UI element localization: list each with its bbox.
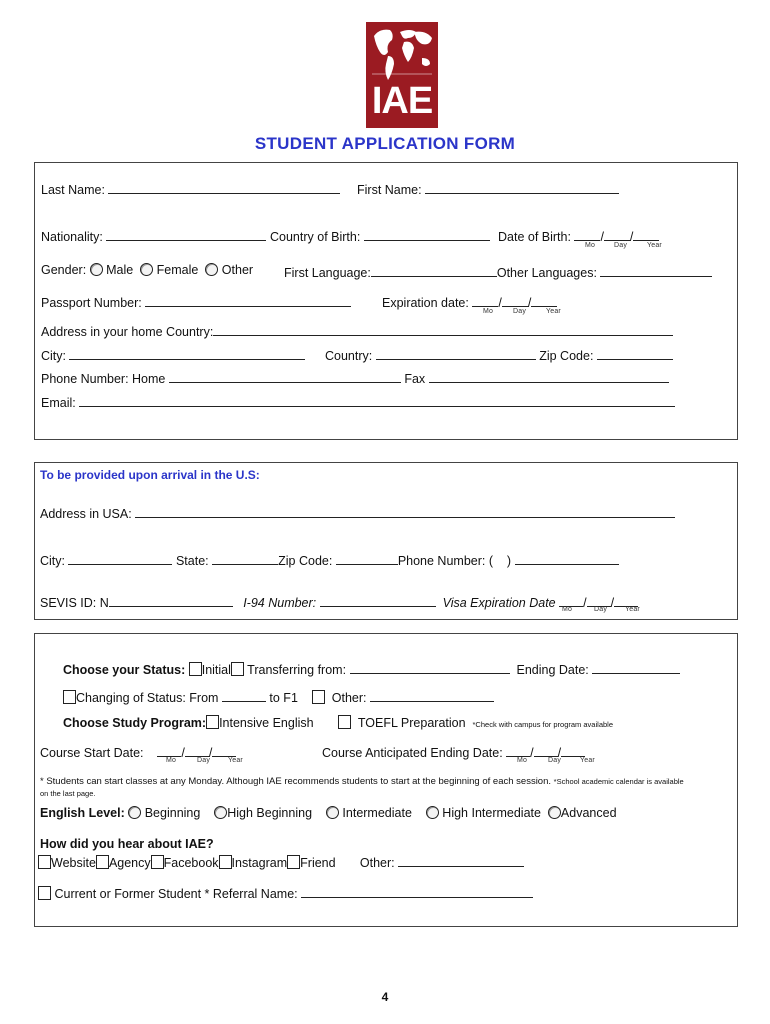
source-friend-label: Friend xyxy=(300,856,336,870)
exp-day-field[interactable] xyxy=(502,293,528,307)
course-start-label: Course Start Date: xyxy=(40,746,144,760)
dob-year-hint: Year xyxy=(647,242,662,249)
end-year-field[interactable] xyxy=(561,743,585,757)
status-initial-checkbox[interactable] xyxy=(189,662,202,676)
gender-label: Gender: xyxy=(41,263,87,277)
gender-other-radio[interactable] xyxy=(205,263,218,276)
changing-status-checkbox[interactable] xyxy=(63,690,76,704)
level-intermediate-radio[interactable] xyxy=(326,806,339,819)
end-day-hint: Day xyxy=(548,757,562,764)
end-year-hint: Year xyxy=(580,757,595,764)
gender-male-label: Male xyxy=(106,263,134,277)
status-initial-label: Initial xyxy=(201,663,231,677)
end-month-field[interactable] xyxy=(506,743,530,757)
dob-day-field[interactable] xyxy=(604,227,630,241)
city-label: City: xyxy=(41,349,66,363)
exp-mo-hint: Mo xyxy=(483,308,494,315)
referral-field[interactable] xyxy=(301,884,533,898)
gender-female-label: Female xyxy=(156,263,199,277)
level-beginning-label: Beginning xyxy=(144,806,201,820)
visa-month-field[interactable] xyxy=(559,593,583,607)
passport-number-field[interactable] xyxy=(145,293,351,307)
gender-male-radio[interactable] xyxy=(90,263,103,276)
source-website-label: Website xyxy=(51,856,96,870)
source-other-field[interactable] xyxy=(398,853,524,867)
country-label: Country: xyxy=(325,349,373,363)
usa-city-label: City: xyxy=(40,554,65,568)
referral-label: Current or Former Student * Referral Name: xyxy=(54,887,298,901)
email-field[interactable] xyxy=(79,393,675,407)
start-mo-hint: Mo xyxy=(166,757,177,764)
home-address-label: Address in your home Country: xyxy=(41,325,214,339)
start-note: * Students can start classes at any Monday. Although IAE recommends students to start at the beginning of each session. xyxy=(40,776,552,787)
start-day-field[interactable] xyxy=(185,743,209,757)
nationality-label: Nationality: xyxy=(41,230,103,244)
country-of-birth-label: Country of Birth: xyxy=(270,230,361,244)
exp-month-field[interactable] xyxy=(472,293,498,307)
english-level-label: English Level: xyxy=(40,806,125,820)
fax-field[interactable] xyxy=(429,369,669,383)
passport-number-label: Passport Number: xyxy=(41,296,142,310)
last-name-field[interactable] xyxy=(108,180,340,194)
level-high-intermediate-label: High Intermediate xyxy=(442,806,541,820)
email-label: Email: xyxy=(41,396,76,410)
zip-code-label: Zip Code: xyxy=(539,349,594,363)
date-of-birth-label: Date of Birth: xyxy=(498,230,575,244)
choose-program-label: Choose Study Program: xyxy=(63,716,207,730)
level-intermediate-label: Intermediate xyxy=(342,806,412,820)
country-of-birth-field[interactable] xyxy=(364,227,490,241)
country-field[interactable] xyxy=(376,346,536,360)
form-page: IAE STUDENT APPLICATION FORM Last Name: First Name: Nationality: Country of Birth: Date of Birth: / / Mo Day Year Gender: Male Female Other First Language: Other Languages: Passport Number: Expiration date: / / Mo Day Year Address in your home Country: City: Country: Zip Code: Phone Number: Home Fax Email: To be provided upon arrival in the U.S: Address in USA: City: State: Zip Code: Phone Number: ( ) SEVIS ID: N I-94 Number: Visa Expiration Date / / Mo Day Year Choose your Status: Initial Transferring from: Ending Date: Changing of Status: From to F1 Other: Choose Study Program: Intensive English TOEFL Preparation *Check with campus for program available Course Start Date: / / Mo Day Year Course Anticipated Ending Date: / / Mo Day Year * Students can start classes at any Monday. Although IAE recommends students to start at the beginning of each session. *School academic calendar is available on the last page. English Level: Beginning High Beginning Intermediate High Intermediate Advanced How did you hear about IAE? Website Agency Facebook Instagram Friend Other: Current or Former Student * Referral Name: 4 xyxy=(0,0,770,1024)
visa-year-hint: Year xyxy=(625,606,640,613)
expiration-date-label: Expiration date: xyxy=(382,296,469,310)
city-field[interactable] xyxy=(69,346,305,360)
course-end-label: Course Anticipated Ending Date: xyxy=(322,746,503,760)
transferring-from-label: Transferring from: xyxy=(247,663,347,677)
usa-city-field[interactable] xyxy=(68,551,172,565)
other-status-label: Other: xyxy=(331,691,367,705)
usa-state-label: State: xyxy=(175,554,209,568)
other-languages-field[interactable] xyxy=(600,263,712,277)
level-high-beginning-label: High Beginning xyxy=(227,806,313,820)
status-transfer-checkbox[interactable] xyxy=(231,662,244,676)
visa-exp-label: Visa Expiration Date xyxy=(442,596,556,610)
logo-text: IAE xyxy=(371,80,433,122)
sevis-id-field[interactable] xyxy=(109,593,233,607)
intensive-english-label: Intensive English xyxy=(219,716,314,730)
i94-field[interactable] xyxy=(320,593,436,607)
usa-address-field[interactable] xyxy=(135,504,675,518)
iae-logo xyxy=(366,22,438,128)
visa-day-hint: Day xyxy=(594,606,608,613)
usa-phone-label: Phone Number: ( xyxy=(397,554,493,568)
source-agency-checkbox[interactable] xyxy=(96,855,109,869)
toefl-label: TOEFL Preparation xyxy=(357,716,466,730)
first-name-field[interactable] xyxy=(425,180,619,194)
other-status-checkbox[interactable] xyxy=(312,690,325,704)
start-year-hint: Year xyxy=(228,757,243,764)
page-number: 4 xyxy=(381,990,389,1004)
dob-mo-hint: Mo xyxy=(585,242,596,249)
first-language-label: First Language: xyxy=(284,266,371,280)
home-address-field[interactable] xyxy=(213,322,673,336)
source-instagram-label: Instagram xyxy=(231,856,288,870)
toefl-note: *Check with campus for program available xyxy=(472,720,613,729)
hear-about-label: How did you hear about IAE? xyxy=(40,837,214,851)
source-other-label: Other: xyxy=(359,856,395,870)
usa-state-field[interactable] xyxy=(212,551,278,565)
end-day-field[interactable] xyxy=(534,743,558,757)
usa-zip-label: Zip Code: xyxy=(278,554,333,568)
source-facebook-checkbox[interactable] xyxy=(151,855,164,869)
phone-home-field[interactable] xyxy=(169,369,401,383)
level-advanced-label: Advanced xyxy=(560,806,617,820)
source-website-checkbox[interactable] xyxy=(38,855,51,869)
to-f1-label: to F1 xyxy=(269,691,298,705)
level-beginning-radio[interactable] xyxy=(128,806,141,819)
last-name-label: Last Name: xyxy=(41,183,105,197)
first-name-label: First Name: xyxy=(357,183,422,197)
referral-checkbox[interactable] xyxy=(38,886,51,900)
start-year-field[interactable] xyxy=(212,743,236,757)
intensive-english-checkbox[interactable] xyxy=(206,715,219,729)
changing-status-label: Changing of Status: From xyxy=(76,691,219,705)
arrival-header: To be provided upon arrival in the U.S: xyxy=(40,468,260,482)
gender-female-radio[interactable] xyxy=(140,263,153,276)
nationality-field[interactable] xyxy=(106,227,266,241)
transferring-from-field[interactable] xyxy=(350,660,510,674)
dob-month-field[interactable] xyxy=(574,227,600,241)
zip-code-field[interactable] xyxy=(597,346,673,360)
visa-year-field[interactable] xyxy=(614,593,638,607)
exp-year-field[interactable] xyxy=(531,293,557,307)
choose-status-label: Choose your Status: xyxy=(63,663,186,677)
other-languages-label: Other Languages: xyxy=(496,266,597,280)
usa-address-label: Address in USA: xyxy=(40,507,132,521)
i94-label: I-94 Number: xyxy=(243,596,317,610)
exp-year-hint: Year xyxy=(546,308,561,315)
ending-date-label: Ending Date: xyxy=(516,663,589,677)
fax-label: Fax xyxy=(404,372,426,386)
source-facebook-label: Facebook xyxy=(163,856,219,870)
sevis-id-label: SEVIS ID: N xyxy=(40,596,109,610)
start-day-hint: Day xyxy=(197,757,211,764)
end-mo-hint: Mo xyxy=(517,757,528,764)
other-status-field[interactable] xyxy=(370,688,494,702)
changing-from-field[interactable] xyxy=(222,688,266,702)
usa-phone-field[interactable] xyxy=(515,551,619,565)
source-instagram-checkbox[interactable] xyxy=(219,855,232,869)
usa-phone-close: ) xyxy=(506,554,512,568)
calendar-note-2: on the last page. xyxy=(40,789,96,798)
usa-zip-field[interactable] xyxy=(336,551,398,565)
source-agency-label: Agency xyxy=(108,856,151,870)
phone-home-label: Phone Number: Home xyxy=(41,372,166,386)
dob-day-hint: Day xyxy=(614,242,628,249)
form-title: STUDENT APPLICATION FORM xyxy=(254,134,516,153)
source-friend-checkbox[interactable] xyxy=(287,855,300,869)
ending-date-field[interactable] xyxy=(592,660,680,674)
exp-day-hint: Day xyxy=(513,308,527,315)
first-language-field[interactable] xyxy=(371,263,497,277)
visa-mo-hint: Mo xyxy=(562,606,573,613)
start-month-field[interactable] xyxy=(157,743,181,757)
level-high-intermediate-radio[interactable] xyxy=(426,806,439,819)
toefl-checkbox[interactable] xyxy=(338,715,351,729)
calendar-note: *School academic calendar is available xyxy=(553,777,684,786)
visa-day-field[interactable] xyxy=(587,593,611,607)
level-advanced-radio[interactable] xyxy=(548,806,561,819)
gender-other-label: Other xyxy=(221,263,254,277)
level-high-beginning-radio[interactable] xyxy=(214,806,227,819)
dob-year-field[interactable] xyxy=(633,227,659,241)
